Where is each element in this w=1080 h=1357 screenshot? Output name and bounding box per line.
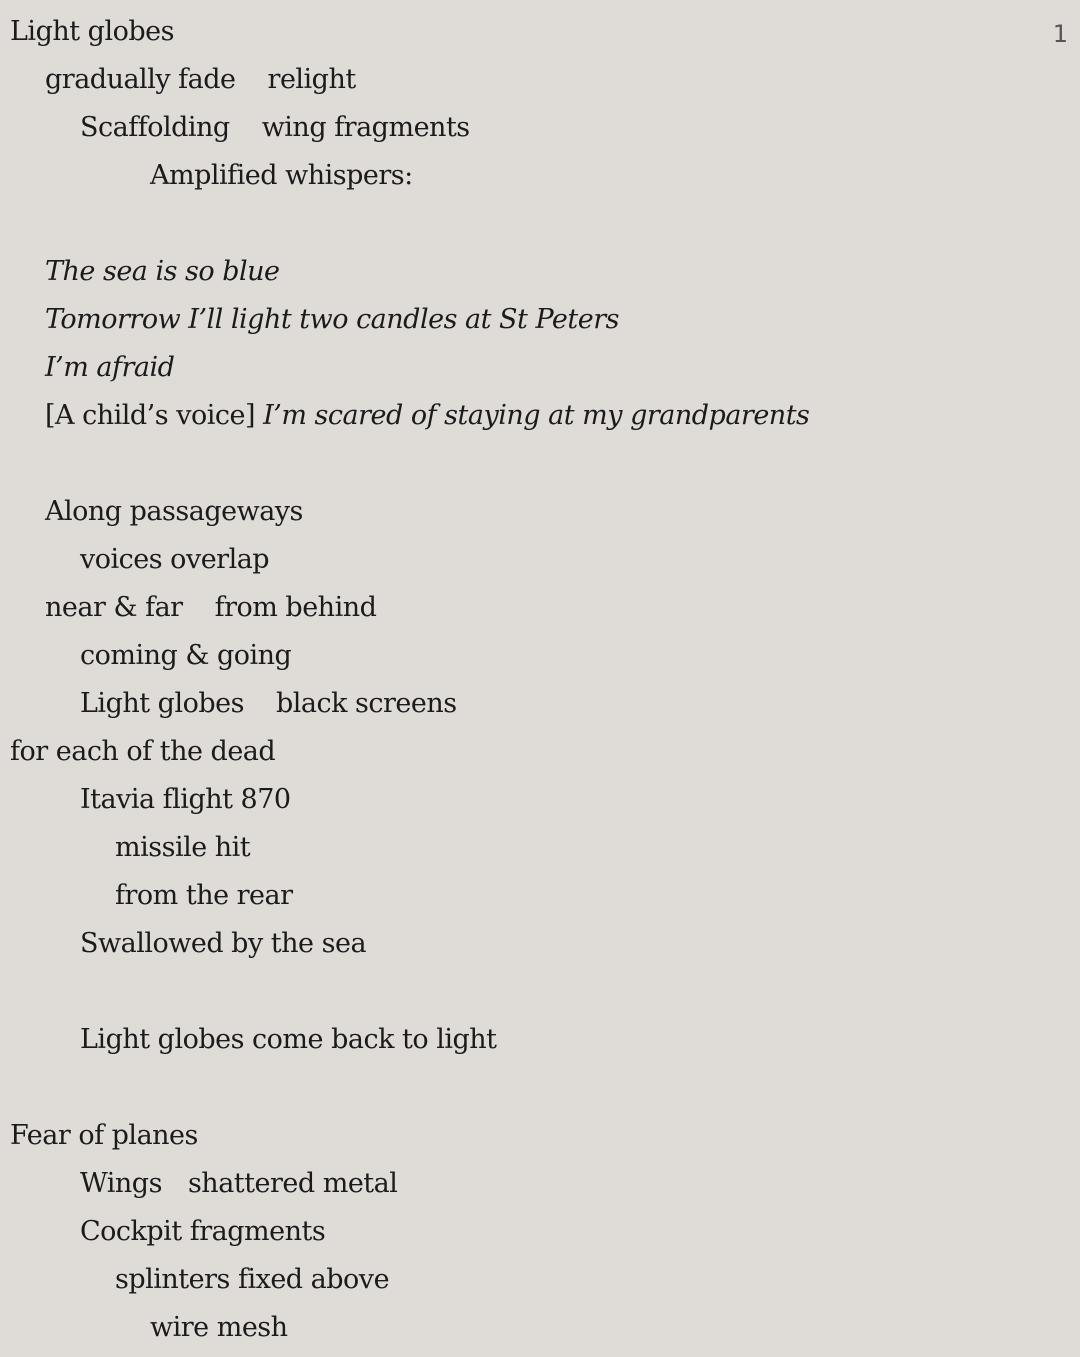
poem-text: from the rear: [115, 880, 293, 911]
poem-line: [0, 1306, 1080, 1354]
poem-line: [0, 10, 1080, 58]
poem-line: [0, 1114, 1080, 1162]
poem-line: [0, 394, 1080, 442]
poem-text: Light globes: [10, 16, 174, 47]
poem-line: [0, 1210, 1080, 1258]
poem-text: splinters fixed above: [115, 1264, 390, 1295]
poem-text: Swallowed by the sea: [80, 928, 367, 959]
poem-text: Light globes come back to light: [80, 1024, 497, 1055]
whisper-text: I’m afraid: [45, 352, 175, 383]
poem-line: [0, 298, 1080, 346]
poem-line: [0, 922, 1080, 970]
poem-body: [0, 10, 1080, 1354]
poem-text: Itavia flight 870: [80, 784, 291, 815]
poem-text: from behind: [214, 592, 377, 623]
poem-line: [0, 1018, 1080, 1066]
poem-text: Light globes: [80, 688, 244, 719]
whisper-text: The sea is so blue: [45, 256, 280, 287]
stage-direction: [A child’s voice]: [45, 400, 255, 431]
poem-text: wing fragments: [261, 112, 470, 143]
poem-text: Fear of planes: [10, 1120, 198, 1151]
poem-line: [0, 346, 1080, 394]
poem-text: black screens: [275, 688, 457, 719]
poem-text: coming & going: [80, 640, 292, 671]
poem-text: shattered metal: [187, 1168, 398, 1199]
poem-line: [0, 682, 1080, 730]
poem-text: Scaffolding: [80, 112, 230, 143]
stanza-break: [0, 442, 1080, 490]
page-number: 1: [1052, 20, 1068, 48]
poem-text: for each of the dead: [10, 736, 276, 767]
poem-text: relight: [267, 64, 356, 95]
poem-text: Cockpit fragments: [80, 1216, 326, 1247]
poem-text: Along passageways: [45, 496, 303, 527]
poem-line: [0, 826, 1080, 874]
poem-line: [0, 586, 1080, 634]
poem-line: [0, 154, 1080, 202]
poem-line: [0, 874, 1080, 922]
poem-text: gradually fade: [45, 64, 236, 95]
poem-line: [0, 106, 1080, 154]
poem-line: [0, 538, 1080, 586]
poem-line: [0, 1258, 1080, 1306]
poem-text: voices overlap: [80, 544, 270, 575]
stanza-break: [0, 202, 1080, 250]
poem-line: [0, 778, 1080, 826]
poem-line: [0, 634, 1080, 682]
stanza-break: [0, 1066, 1080, 1114]
poem-line: [0, 58, 1080, 106]
poem-line: [0, 490, 1080, 538]
poem-text: wire mesh: [150, 1312, 288, 1343]
stanza-break: [0, 970, 1080, 1018]
poem-text: near & far: [45, 592, 183, 623]
poem-line: [0, 730, 1080, 778]
poem-text: missile hit: [115, 832, 251, 863]
whisper-text: I’m scared of staying at my grandparents: [263, 400, 810, 431]
poem-line: [0, 1162, 1080, 1210]
whisper-text: Tomorrow I’ll light two candles at St Peters: [45, 304, 619, 335]
poem-text: Amplified whispers:: [150, 160, 413, 191]
poem-text: Wings: [80, 1168, 162, 1199]
poem-line: [0, 250, 1080, 298]
